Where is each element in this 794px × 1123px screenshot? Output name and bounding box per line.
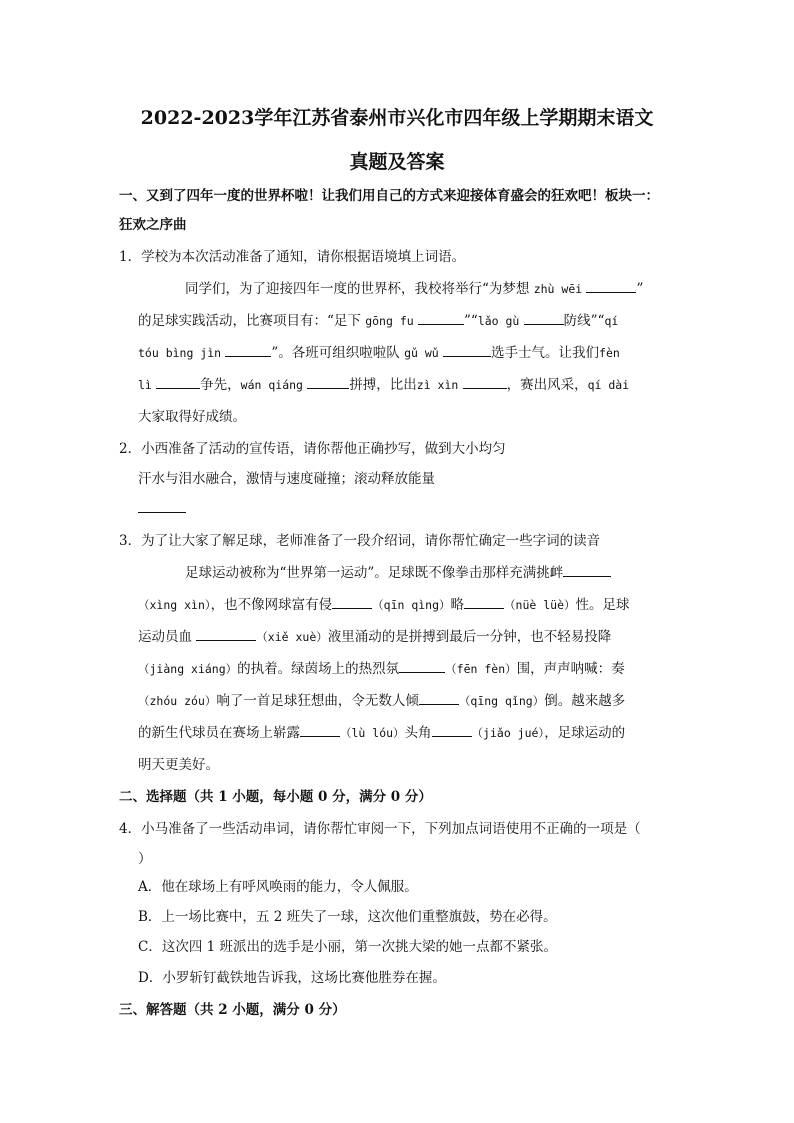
q3-line1: 足球运动被称为“世界第一运动”。足球既不像拳击那样充满挑衅 [185,563,611,583]
answer-blank[interactable] [432,723,472,737]
answer-blank[interactable] [300,723,340,737]
section1-heading-line1: 一、又到了四年一度的世界杯啦！让我们用自己的方式来迎接体育盛会的狂欢吧！板块一： [119,188,659,204]
q1-line2: 的足球实践活动，比赛项目有：“足下 gōng fu ”“lǎo gù 防线”“qí [138,313,619,329]
q4-option-c[interactable]: C．这次四 1 班派出的选手是小丽，第一次挑大梁的她一点都不紧张。 [138,939,558,955]
q3-line3: 运动员血 （xiě xuè）液里涌动的是拼搏到最后一分钟，也不轻易投降 [138,629,612,645]
answer-blank[interactable] [443,343,491,357]
answer-blank[interactable] [138,499,186,513]
section1-heading-line2: 狂欢之序曲 [119,217,187,233]
q1-line3: tóu bìng jìn ”。各班可组织啦啦队 gǔ wǔ 选手士气。让我们fèn [138,345,620,361]
answer-blank[interactable] [225,343,271,357]
answer-blank[interactable] [524,311,564,325]
document-title-line1: 2022-2023学年江苏省泰州市兴化市四年级上学期期末语文 [140,107,654,129]
document-title-line2: 真题及答案 [349,151,445,173]
q1-stem: 1．学校为本次活动准备了通知，请你根据语境填上词语。 [119,249,466,265]
q3-stem: 3．为了让大家了解足球，老师准备了一段介绍词，请你帮忙确定一些字词的读音 [119,533,601,549]
section3-heading: 三、解答题（共 2 小题，满分 0 分） [119,1002,346,1018]
q2-stem: 2．小西准备了活动的宣传语，请你帮他正确抄写，做到大小均匀 [119,441,506,457]
answer-blank[interactable] [196,627,256,641]
q2-answer-line [138,499,186,519]
answer-blank[interactable] [563,563,611,577]
q4-option-b[interactable]: B．上一场比赛中，五 2 班失了一球，这次他们重整旗鼓，势在必得。 [138,909,557,925]
answer-blank[interactable] [399,659,445,673]
q3-line2: （xìng xìn），也不像网球富有侵 （qīn qìng）略 （nüè lüè）性。足球 [138,597,630,613]
answer-blank[interactable] [464,595,504,609]
answer-blank[interactable] [586,279,636,293]
answer-blank[interactable] [156,375,200,389]
q3-line6: 的新生代球员在赛场上崭露 （lù lóu）头角 （jiǎo jué），足球运动的 [138,725,626,741]
answer-blank[interactable] [419,691,459,705]
q4-option-d[interactable]: D．小罗斩钉截铁地告诉我，这场比赛他胜券在握。 [138,970,446,986]
q3-line7: 明天更美好。 [138,757,219,773]
q1-line1: 同学们，为了迎接四年一度的世界杯，我校将举行“为梦想 zhù wēi ” [185,281,644,297]
answer-blank[interactable] [463,375,507,389]
q4-stem-end: ） [138,851,152,867]
q3-line5: （zhóu zóu）响了一首足球狂想曲，令无数人倾 （qīng qǐng）倒。越来越多 [138,693,626,709]
q3-line4: （jiàng xiáng）的执着。绿茵场上的热烈氛 （fēn fèn）围，声声呐喊：奏 [138,661,625,677]
answer-blank[interactable] [307,375,349,389]
q4-stem: 4．小马准备了一些活动串词，请你帮忙审阅一下，下列加点词语使用不正确的一项是（ [119,821,641,837]
answer-blank[interactable] [332,595,372,609]
section2-heading: 二、选择题（共 1 小题，每小题 0 分，满分 0 分） [119,789,432,805]
q4-option-a[interactable]: A．他在球场上有呼风唤雨的能力，令人佩服。 [138,879,418,895]
q2-text: 汗水与泪水融合，激情与速度碰撞；滚动释放能量 [138,471,435,487]
q1-line4: lì 争先，wán qiáng 拼搏，比出zì xìn ，赛出风采，qí dài [138,377,630,393]
q1-line5: 大家取得好成绩。 [138,409,246,425]
answer-blank[interactable] [418,311,464,325]
